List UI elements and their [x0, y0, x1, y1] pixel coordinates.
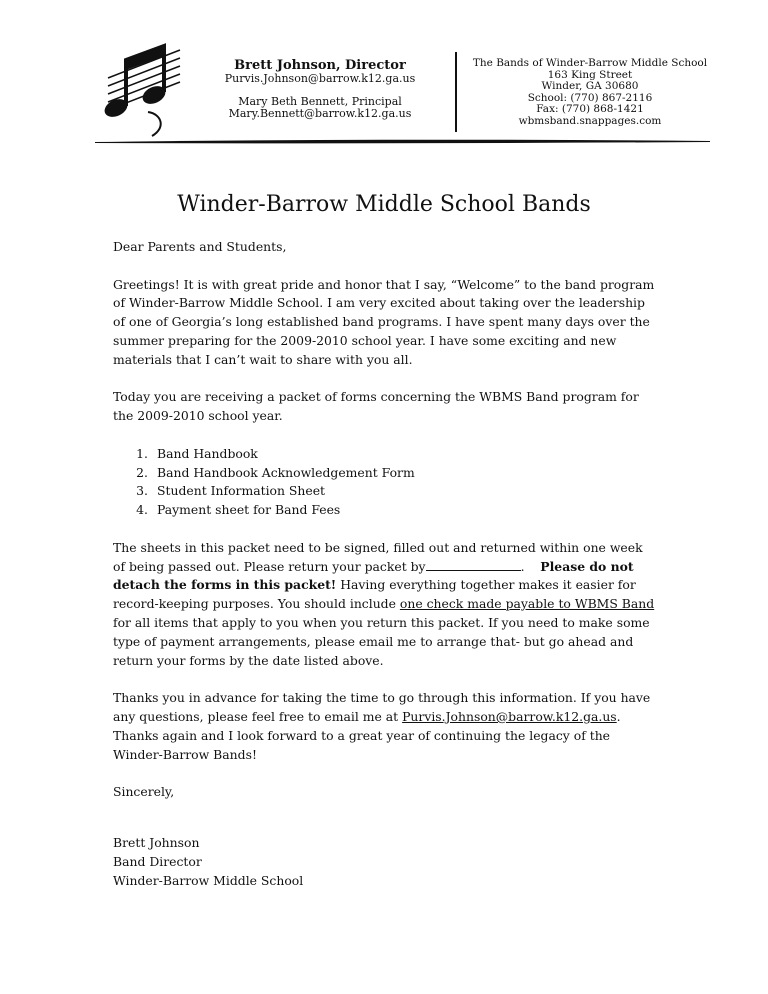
list-item: 1. Band Handbook [136, 445, 258, 461]
detach-warning: Please do not detach the forms in this packet! [113, 558, 634, 593]
city: Winder, GA 30680 [541, 80, 639, 93]
letterhead [0, 0, 768, 160]
paragraph-greeting: Greetings! It is with great pride and honor that I say, “Welcome” to the band program of Winder-Barrow Middle School. I am very excited about taking over the leadership of one of Georgia’s long established band programs. I have spent many days over the summer preparing for the 2009-2010 school year. I have some exciting and new materials that I can’t wait to share with you all. [113, 276, 655, 367]
list-item: 4. Payment sheet for Band Fees [136, 502, 341, 518]
paragraph-thanks: Thanks you in advance for taking the time to go through this information. If you have any questions, please feel free to email me at Purvis.Johnson@barrow.k12.ga.us. Thanks again and I look forward to a great year of continuing the legacy of the Winder-Barrow Bands! [113, 690, 651, 762]
page-title: Winder-Barrow Middle School Bands [177, 192, 591, 217]
return-date-blank [426, 558, 521, 571]
director-email[interactable]: Purvis.Johnson@barrow.k12.ga.us [224, 72, 416, 85]
letterhead-address [472, 58, 708, 128]
street: 163 King Street [547, 68, 633, 81]
principal-email[interactable]: Mary.Bennett@barrow.k12.ga.us [228, 107, 412, 120]
website-link[interactable]: wbmsband.snappages.com [518, 114, 662, 127]
letterhead-rule [95, 139, 710, 144]
letterhead-divider [455, 52, 457, 132]
principal-name: Mary Beth Bennett, Principal [238, 95, 402, 108]
signature-school: Winder-Barrow Middle School [113, 872, 304, 888]
director-name: Brett Johnson, Director [234, 58, 406, 73]
signature-name: Brett Johnson [113, 834, 200, 850]
paragraph-instructions: The sheets in this packet need to be signed, filled out and returned within one week of being passed out. Please return your packet by . Please do not detach the forms in this packet! Having everything together makes it easier for record-keeping purposes. You should include one check made payable to WBMS Band for all items that apply to you when you return this packet. If you need to make some type of payment arrangements, please email me to arrange that- but go ahead and return your forms by the date listed above. [113, 539, 655, 668]
salutation: Dear Parents and Students, [113, 239, 287, 254]
letterhead-contacts [200, 58, 440, 120]
music-note-logo-icon [96, 40, 186, 142]
closing: Sincerely, [113, 784, 175, 800]
org-name: The Bands of Winder-Barrow Middle School [472, 57, 708, 69]
list-item: 2. Band Handbook Acknowledgement Form [136, 464, 415, 480]
check-instruction: one check made payable to WBMS Band [399, 596, 655, 612]
list-item: 3. Student Information Sheet [136, 483, 326, 499]
paragraph-packet: Today you are receiving a packet of forms concerning the WBMS Band program for the 2009-2010 school year. [113, 389, 639, 424]
forms-list [113, 445, 658, 520]
school-phone: School: (770) 867-2116 [527, 91, 653, 104]
letter-body [113, 238, 658, 890]
signature-role: Band Director [113, 853, 202, 869]
fax: Fax: (770) 868-1421 [536, 103, 644, 116]
contact-email-link[interactable]: Purvis.Johnson@barrow.k12.ga.us [402, 708, 617, 724]
